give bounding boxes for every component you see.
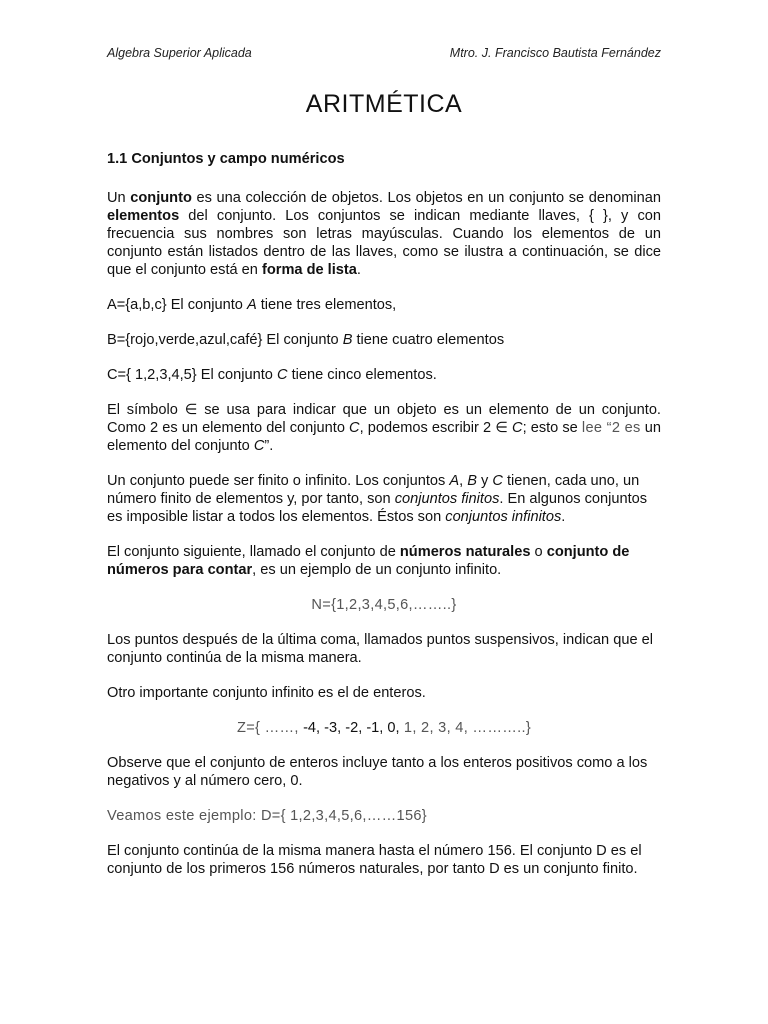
paragraph-observe: Observe que el conjunto de enteros incluye tanto a los enteros positivos como a los negativos y al número cero, 0. [107,755,648,789]
paragraph-definition: Un conjunto es una colección de objetos. Los objetos en un conjunto se denominan elementos del conjunto. Los conjuntos se indican mediante llaves, { }, y con frecuencia sus nombres son letras mayúsculas. Cuando los elementos de un conjunto están listados dentro de las llaves, como se ilustra a continuación, se dice que el conjunto está en forma de lista. [107,190,661,278]
author-name: Mtro. J. Francisco Bautista Fernández [449,46,661,60]
example-set-a: A={a,b,c} El conjunto A tiene tres elementos, [107,297,397,313]
document-body [107,150,661,895]
course-name: Algebra Superior Aplicada [107,46,252,60]
example-set-c: C={ 1,2,3,4,5} El conjunto C tiene cinco elementos. [107,367,437,383]
paragraph-final: El conjunto continúa de la misma manera hasta el número 156. El conjunto D es el conjunto de los primeros 156 números naturales, por tanto D es un conjunto finito. [107,843,642,877]
paragraph-ellipsis: Los puntos después de la última coma, llamados puntos suspensivos, indican que el conjunto continúa de la misma manera. [107,632,653,666]
page-title: ARITMÉTICA [305,90,463,118]
section-title: 1.1 Conjuntos y campo numéricos [107,151,345,167]
example-set-b: B={rojo,verde,azul,café} El conjunto B tiene cuatro elementos [107,332,505,348]
paragraph-integers: Otro importante conjunto infinito es el de enteros. [107,685,426,701]
page-header [107,46,661,60]
example-set-d: Veamos este ejemplo: D={ 1,2,3,4,5,6,……156} [107,808,427,824]
set-integers: Z={ ……, -4, -3, -2, -1, 0, 1, 2, 3, 4, ………..} [237,720,531,736]
paragraph-natural-numbers: El conjunto siguiente, llamado el conjunto de números naturales o conjunto de números para contar, es un ejemplo de un conjunto infinito. [107,544,630,578]
set-natural-numbers: N={1,2,3,4,5,6,……..} [311,597,457,613]
paragraph-element-symbol: El símbolo ∈ se usa para indicar que un objeto es un elemento de un conjunto. Como 2 es un elemento del conjunto C, podemos escribir 2 ∈ C; esto se lee “2 es un elemento del conjunto C”. [107,402,661,454]
paragraph-finite-infinite: Un conjunto puede ser finito o infinito. Los conjuntos A, B y C tienen, cada uno, un número finito de elementos y, por tanto, son conjuntos finitos. En algunos conjuntos es imposible listar a todos los elementos. Éstos son conjuntos infinitos. [107,473,648,525]
